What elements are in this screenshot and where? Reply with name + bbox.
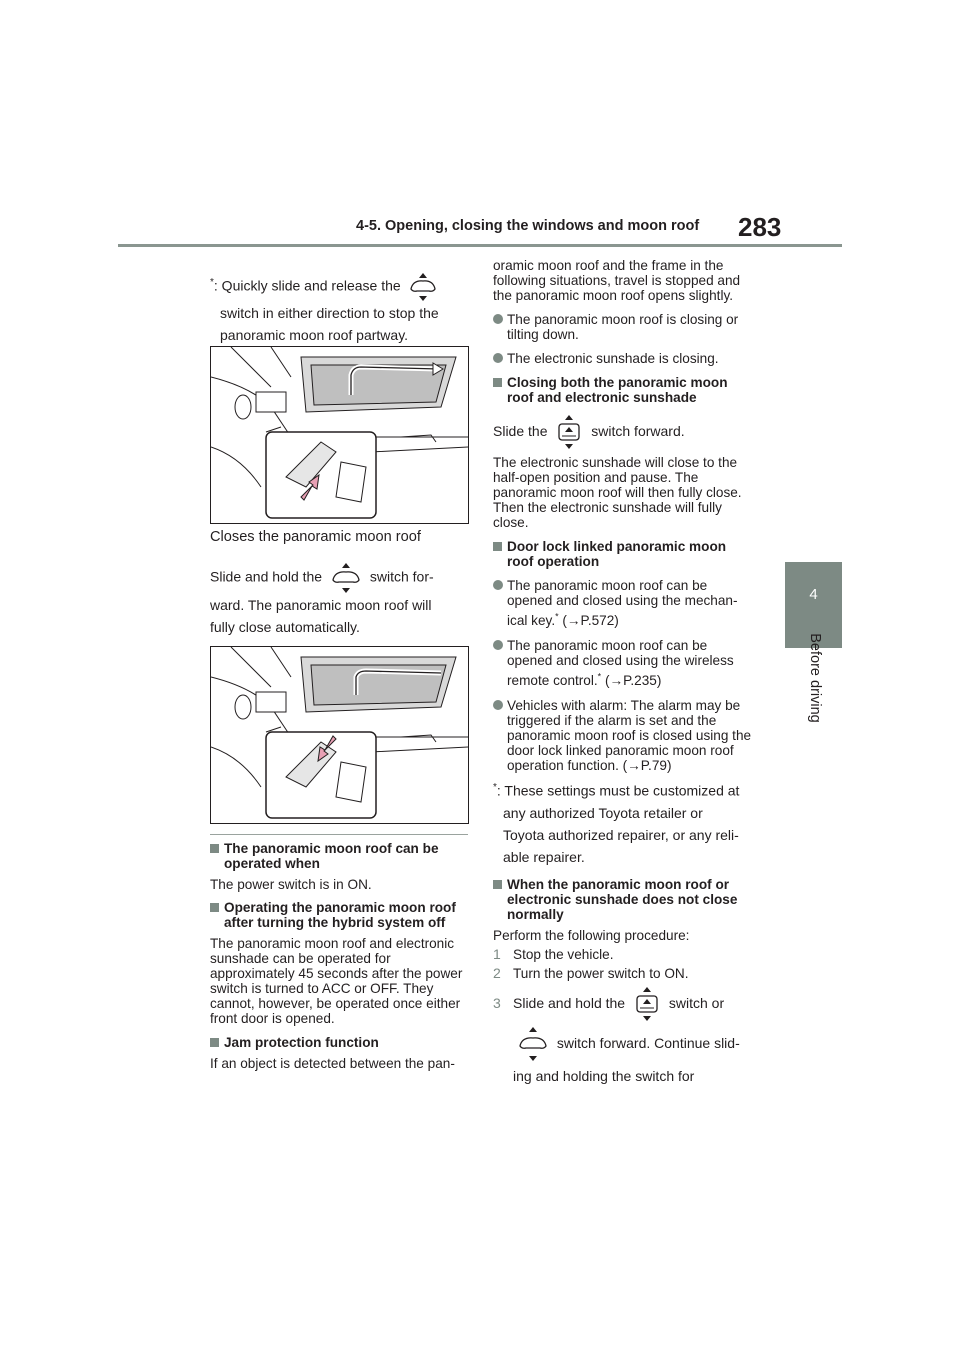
chapter-number: 4 — [809, 586, 818, 603]
note-text: panoramic moon roof partway. — [220, 326, 409, 343]
heading-closing-both: Closing both the panoramic moon roof and electronic sunshade — [493, 375, 755, 405]
chapter-label: Before driving — [807, 633, 823, 723]
page-reference: (→P.572) — [558, 613, 619, 628]
moon-roof-switch-icon — [513, 1026, 553, 1062]
text-power-on: The power switch is in ON. — [210, 877, 372, 892]
figure-caption-open: Closes the panoramic moon roof — [210, 529, 421, 545]
note-text: switch in either direction to stop the — [220, 304, 439, 321]
note-text: Toyota authorized repairer, or any reli- — [503, 826, 739, 843]
slide-instruction-2 — [493, 411, 755, 451]
divider — [210, 834, 468, 835]
page-reference: (→P.235) — [601, 673, 662, 688]
instruction-text: ward. The panoramic moon roof will — [210, 597, 432, 613]
step-text: Slide and hold the — [513, 994, 626, 1011]
note-text: able repairer. — [503, 848, 585, 865]
step-text: Stop the vehicle. — [513, 946, 614, 962]
bullet-closing: The panoramic moon roof is closing or tilting down. — [493, 312, 755, 342]
step-1 — [493, 947, 755, 962]
heading-not-close-normally: When the panoramic moon roof or electronic sunshade does not close normally — [493, 877, 755, 922]
note-text: : Quickly slide and release the — [213, 277, 401, 294]
instruction-text: switch for- — [369, 568, 434, 585]
instruction-text: Slide the — [493, 423, 548, 439]
bullet-text: remote control. — [507, 673, 598, 688]
text-jam-continued: oramic moon roof and the frame in the following situations, travel is stopped and the panoramic moon roof opens slightly. — [493, 258, 741, 303]
heading-after-off: Operating the panoramic moon roof after turning the hybrid system off — [210, 900, 472, 930]
page-number: 283 — [738, 212, 782, 242]
moon-roof-switch-icon — [326, 562, 366, 594]
left-notes — [210, 841, 472, 1071]
bullet-text: The panoramic moon roof can be opened and closed using the wireless — [507, 638, 734, 668]
note-text: any authorized Toyota retailer or — [503, 804, 703, 821]
footnote-right — [493, 777, 755, 868]
instruction-text: Slide and hold the — [210, 568, 323, 585]
moon-roof-illustration-close — [210, 646, 469, 824]
note-text: : These settings must be customized at — [496, 782, 740, 799]
instruction-text: fully close automatically. — [210, 619, 360, 635]
step-text: ing and holding the switch for — [513, 1067, 695, 1084]
heading-operated-when: The panoramic moon roof can be operated when — [210, 841, 472, 871]
step-text: Turn the power switch to ON. — [513, 965, 689, 981]
bullet-text: The panoramic moon roof can be opened and closed using the mechan- — [507, 578, 738, 608]
heading-door-lock: Door lock linked panoramic moon roof operation — [493, 539, 755, 569]
bullet-alarm: Vehicles with alarm: The alarm may be triggered if the alarm is set and the panoramic moon roof is closed using the door lock linked panoramic moon roof operation function. (→P.79) — [493, 698, 755, 773]
footnote-mark: * — [210, 277, 214, 288]
text-after-off: The panoramic moon roof and electronic sunshade can be operated for approximately 45 seconds after the power switch is turned to ACC or OFF. They cannot, however, be operated once either front door is opened. — [210, 936, 463, 1026]
text-procedure: Perform the following procedure: — [493, 927, 690, 943]
heading-jam-protection: Jam protection function — [210, 1035, 472, 1050]
section-title: 4-5. Opening, closing the windows and moon roof — [356, 218, 700, 234]
step-text: switch forward. Continue slid- — [556, 1034, 740, 1051]
bullet-mechanical-key: The panoramic moon roof can be opened and closed using the mechan- ical key.* (→P.572) — [493, 578, 755, 634]
footnote-left — [210, 270, 470, 346]
footnote-mark: * — [493, 782, 497, 793]
bullet-sunshade: The electronic sunshade is closing. — [493, 351, 755, 366]
header-rule — [118, 244, 842, 247]
text-sunshade-close: The electronic sunshade will close to the half-open position and pause. The panoramic moon roof will then fully close. Then the electronic sunshade will fully close. — [493, 455, 742, 530]
slide-instruction-1 — [210, 562, 470, 638]
text-jam-protection: If an object is detected between the pan- — [210, 1056, 455, 1071]
step-2 — [493, 966, 755, 981]
sunshade-switch-icon — [629, 986, 665, 1022]
step-text: switch or — [668, 994, 725, 1011]
step-number: 1 — [493, 945, 501, 962]
bullet-text: ical key. — [507, 613, 556, 628]
instruction-text: switch forward. — [591, 423, 685, 439]
moon-roof-illustration-open — [210, 346, 469, 524]
step-number: 2 — [493, 964, 501, 981]
sunshade-switch-icon — [551, 414, 587, 450]
moon-roof-switch-icon — [405, 272, 441, 302]
right-column — [493, 258, 755, 1089]
step-3 — [493, 983, 755, 1089]
step-number: 3 — [493, 994, 501, 1011]
bullet-wireless-remote: The panoramic moon roof can be opened and closed using the wireless remote control.* (→P.235) — [493, 638, 755, 694]
